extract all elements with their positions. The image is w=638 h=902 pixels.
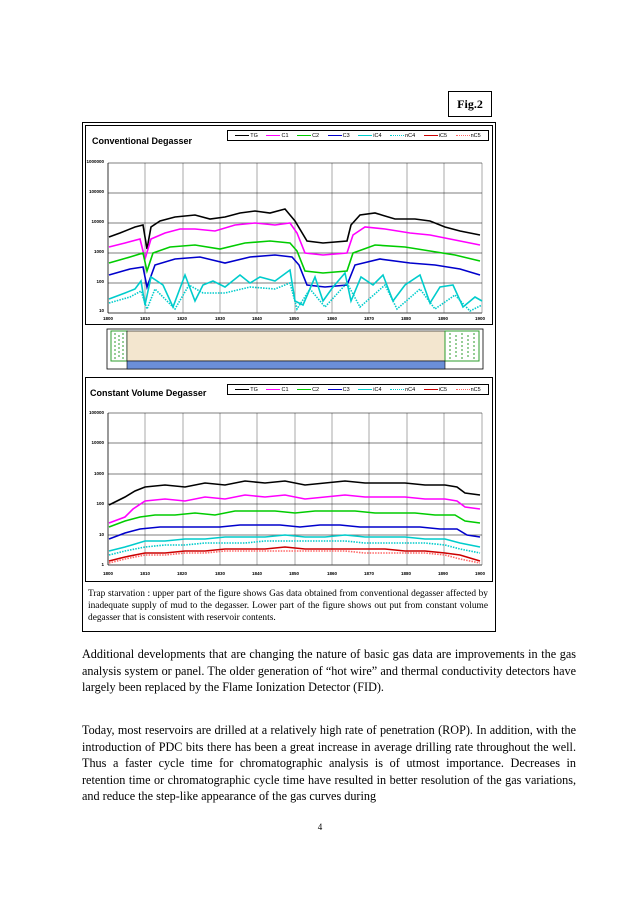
bottom-xtick: 1860 xyxy=(326,571,337,576)
top-ytick: 10 xyxy=(98,308,104,313)
top-xtick: 1820 xyxy=(176,316,187,321)
top-legend-c2: C2 xyxy=(297,133,319,139)
top-xtick: 1890 xyxy=(437,316,448,321)
top-xtick: 1880 xyxy=(400,316,411,321)
top-ytick: 1000000 xyxy=(86,159,104,164)
bottom-series-c1 xyxy=(109,495,480,523)
bottom-ytick: 1 xyxy=(101,562,104,567)
top-xtick: 1840 xyxy=(251,316,262,321)
bottom-ytick: 100 xyxy=(96,501,104,506)
bottom-xtick: 1870 xyxy=(363,571,374,576)
bottom-ytick: 10000 xyxy=(91,440,104,445)
bottom-legend-nc4: nC4 xyxy=(390,387,415,393)
top-chart-plot xyxy=(85,125,493,325)
figure-caption: Trap starvation : upper part of the figure shows Gas data obtained from conventional degasser affected by inadequate supply of mud to the degasser. Lower part of the figure shows out put from constant volume degasser that is consistent with reservoir contents. xyxy=(88,589,488,624)
top-xtick: 1870 xyxy=(363,316,374,321)
bottom-grid xyxy=(108,413,482,565)
lithology-sand xyxy=(127,331,445,361)
bottom-ytick: 1000 xyxy=(93,471,104,476)
bottom-series-c2 xyxy=(109,511,480,527)
bottom-legend-c2: C2 xyxy=(297,387,319,393)
top-series xyxy=(109,209,482,311)
bottom-xtick: 1820 xyxy=(176,571,187,576)
bottom-ytick: 100000 xyxy=(88,410,104,415)
bottom-xtick: 1830 xyxy=(214,571,225,576)
top-xtick: 1810 xyxy=(139,316,150,321)
top-legend-ic4: iC4 xyxy=(358,133,381,139)
top-legend-ic5: iC5 xyxy=(424,133,447,139)
bottom-legend-tg: TG xyxy=(235,387,258,393)
bottom-legend-ic5: iC5 xyxy=(424,387,447,393)
top-ytick: 1000 xyxy=(93,249,104,254)
bottom-series-c3 xyxy=(109,525,480,539)
bottom-legend-nc5: nC5 xyxy=(456,387,481,393)
bottom-ytick: 10 xyxy=(98,532,104,537)
top-xtick: 1850 xyxy=(288,316,299,321)
top-chart-title: Conventional Degasser xyxy=(92,136,193,146)
top-xtick: 1800 xyxy=(102,316,113,321)
lithology-strip xyxy=(85,327,493,375)
body-paragraph-2: Today, most reservoirs are drilled at a relatively high rate of penetration (ROP). In addition, with the introduction of PDC bits there has been a great increase in average drilling rate throughout the well. Thus a faster cycle time for chromatographic analysis is of utmost importance. Decreases in retention time or chromatographic cycle time have resulted in better resolution of the gas variations, and reduce the step-like appearance of the gas curves during xyxy=(82,723,576,804)
bottom-xtick: 1800 xyxy=(102,571,113,576)
bottom-legend-c3: C3 xyxy=(328,387,350,393)
top-legend-tg: TG xyxy=(235,133,258,139)
bottom-series-tg xyxy=(109,481,480,505)
top-xtick: 1830 xyxy=(214,316,225,321)
top-legend-nc5: nC5 xyxy=(456,133,481,139)
bottom-chart-plot xyxy=(85,377,493,577)
bottom-xtick: 1850 xyxy=(288,571,299,576)
top-series-c3 xyxy=(109,255,480,287)
bottom-xtick: 1810 xyxy=(139,571,150,576)
bottom-xtick: 1900 xyxy=(474,571,485,576)
bottom-chart-title: Constant Volume Degasser xyxy=(90,388,207,398)
top-series-c2 xyxy=(109,241,480,273)
top-legend-c1: C1 xyxy=(266,133,288,139)
bottom-series xyxy=(109,481,480,563)
top-xtick: 1860 xyxy=(326,316,337,321)
page-number: 4 xyxy=(317,822,323,832)
bottom-series-ic5 xyxy=(109,547,480,561)
top-ytick: 100 xyxy=(96,279,104,284)
figure-label: Fig.2 xyxy=(448,91,492,117)
top-series-c1 xyxy=(109,223,480,259)
top-legend-c3: C3 xyxy=(328,133,350,139)
top-series-nc4 xyxy=(109,283,482,311)
body-paragraph-1: Additional developments that are changing the nature of basic gas data are improvements in the gas analysis system or panel. The older generation of “hot wire” and thermal conductivity detectors have largely been replaced by the Flame Ionization Detector (FID). xyxy=(82,647,576,695)
lithology-base-layer xyxy=(127,361,445,369)
top-ytick: 10000 xyxy=(91,219,104,224)
top-legend-nc4: nC4 xyxy=(390,133,415,139)
top-ytick: 100000 xyxy=(88,189,104,194)
bottom-xtick: 1840 xyxy=(251,571,262,576)
bottom-legend-ic4: iC4 xyxy=(358,387,381,393)
bottom-xtick: 1890 xyxy=(437,571,448,576)
top-xtick: 1900 xyxy=(474,316,485,321)
bottom-xtick: 1880 xyxy=(400,571,411,576)
bottom-legend-c1: C1 xyxy=(266,387,288,393)
